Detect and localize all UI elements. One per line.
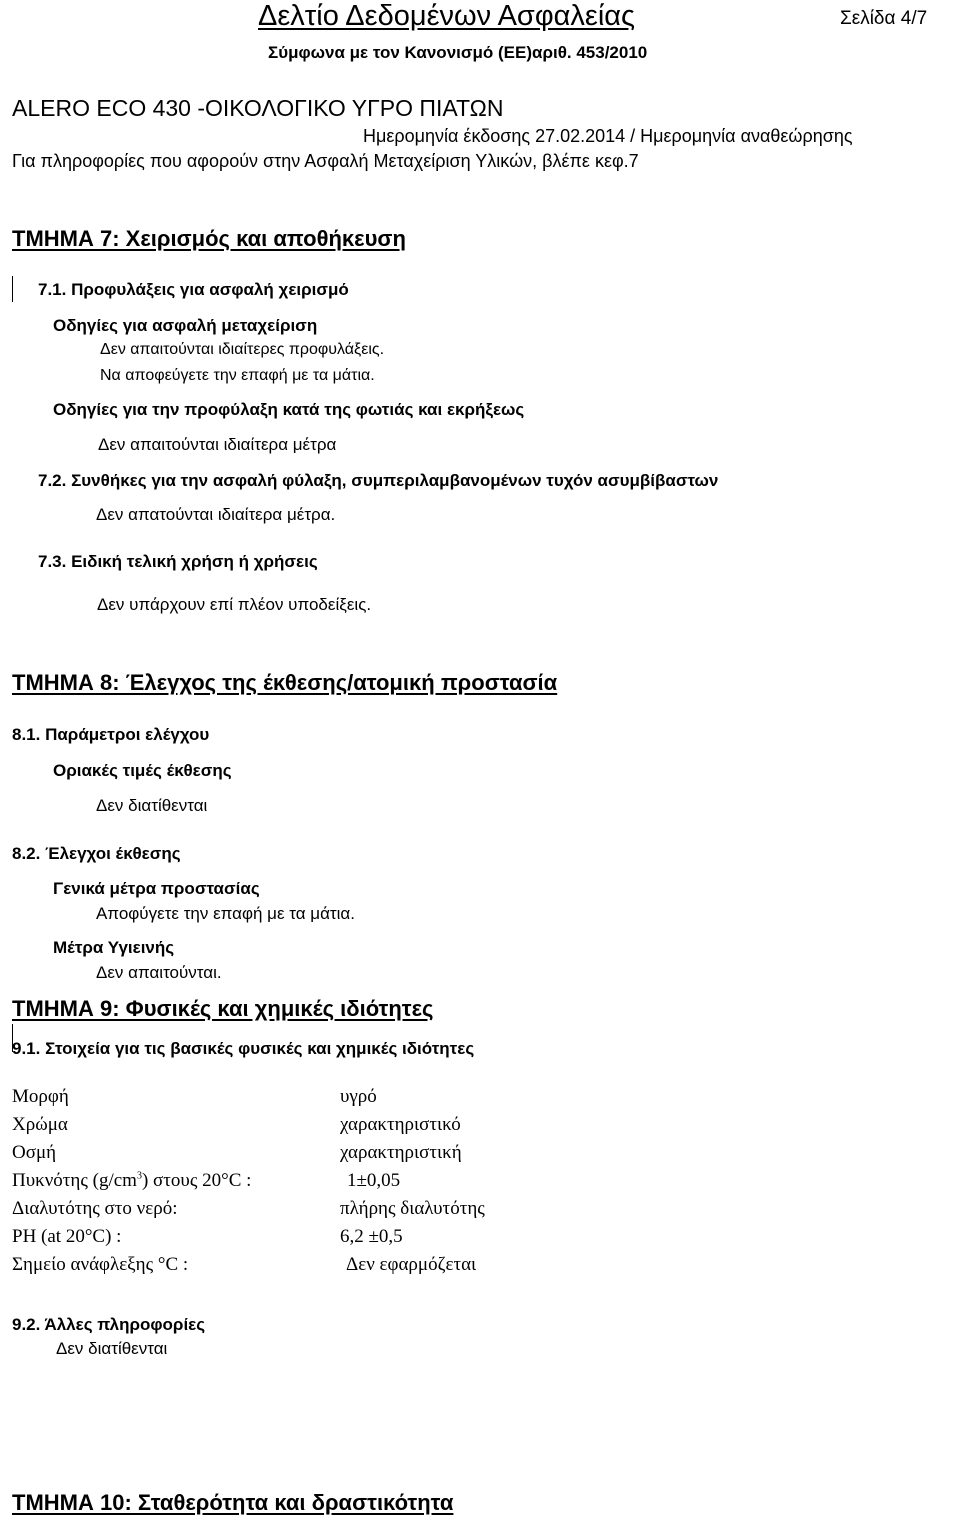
storage-line: Δεν απατούνται ιδιαίτερα μέτρα. [96,505,336,524]
property-value-color: χαρακτηριστικό [340,1114,461,1135]
fire-heading: Οδηγίες για την προφύλαξη κατά της φωτιάς και εκρήξεως [53,400,525,419]
section-7-1-title: 7.1. Προφυλάξεις για ασφαλή χειρισμό [38,280,349,299]
section-8-2-title: 8.2. Έλεγχοι έκθεσης [12,844,181,863]
property-value-solubility: πλήρης διαλυτότης [340,1198,485,1219]
end-use-line: Δεν υπάρχουν επί πλέον υποδείξεις. [97,595,372,614]
section-7-2-title: 7.2. Συνθήκες για την ασφαλή φύλαξη, συμπεριλαμβανομένων τυχόν ασυμβίβαστων [38,471,719,490]
section-9-title: ΤΜΗΜΑ 9: Φυσικές και χημικές ιδιότητες [12,996,434,1021]
handling-line-1: Δεν απαιτούνται ιδιαίτερες προφυλάξεις. [100,341,385,358]
property-label-density [12,1171,251,1190]
section-8-title: ΤΜΗΜΑ 8: Έλεγχος της έκθεσης/ατομική προστασία [12,670,558,695]
density-label-end: ) στους 20°C : [141,1170,252,1191]
section-8-1-title: 8.1. Παράμετροι ελέγχου [12,725,210,744]
general-measures-line: Αποφύγετε την επαφή με τα μάτια. [96,904,355,923]
regulation-reference: Σύμφωνα με τον Κανονισμό (ΕΕ)αριθ. 453/2010 [268,43,648,62]
limits-heading: Οριακές τιμές έκθεσης [53,761,232,780]
property-value-form: υγρό [340,1086,377,1107]
section-9-1-title: 9.1. Στοιχεία για τις βασικές φυσικές και χημικές ιδιότητες [12,1039,475,1058]
general-measures-heading: Γενικά μέτρα προστασίας [53,879,260,898]
revision-bar [12,276,13,302]
section-10-title: ΤΜΗΜΑ 10: Σταθερότητα και δραστικότητα [12,1490,454,1515]
property-label-color: Χρώμα [12,1114,68,1135]
property-label-flash-point: Σημείο ανάφλεξης °C : [12,1254,189,1275]
density-label-start: Πυκνότης (g/cm [12,1170,137,1191]
property-label-solubility: Διαλυτότης στο νερό: [12,1198,178,1219]
density-label-exponent: 3 [136,1170,142,1182]
product-name: ALERO ECO 430 -ΟΙΚΟΛΟΓΙΚΟ ΥΓΡΟ ΠΙΑΤΩΝ [12,95,504,121]
other-info-line: Δεν διατίθενται [56,1339,168,1358]
handling-line-2: Να αποφεύγετε την επαφή με τα μάτια. [100,367,375,384]
property-label-odor: Οσμή [12,1142,57,1163]
page-number: Σελίδα 4/7 [840,8,928,29]
hygiene-line: Δεν απαιτούνται. [96,963,222,982]
info-note: Για πληροφορίες που αφορούν στην Ασφαλή Μεταχείριση Υλικών, βλέπε κεφ.7 [12,151,639,171]
handling-heading: Οδηγίες για ασφαλή μεταχείριση [53,316,318,335]
issue-revision-dates: Ημερομηνία έκδοσης 27.02.2014 / Ημερομηνία αναθεώρησης [363,126,853,146]
property-value-flash-point: Δεν εφαρμόζεται [346,1254,477,1275]
property-value-density: 1±0,05 [347,1170,401,1191]
property-label-ph: PH (at 20°C) : [12,1226,122,1247]
property-label-form: Μορφή [12,1086,69,1107]
limits-line: Δεν διατίθενται [96,796,208,815]
property-value-ph: 6,2 ±0,5 [340,1226,403,1247]
section-9-2-title: 9.2. Άλλες πληροφορίες [12,1315,206,1334]
property-value-odor: χαρακτηριστική [340,1142,462,1163]
section-7-title: ΤΜΗΜΑ 7: Χειρισμός και αποθήκευση [12,226,406,251]
document-title: Δελτίο Δεδομένων Ασφαλείας [258,0,636,32]
fire-line: Δεν απαιτούνται ιδιαίτερα μέτρα [98,435,337,454]
hygiene-heading: Μέτρα Υγιεινής [53,938,175,957]
section-7-3-title: 7.3. Ειδική τελική χρήση ή χρήσεις [38,552,318,571]
